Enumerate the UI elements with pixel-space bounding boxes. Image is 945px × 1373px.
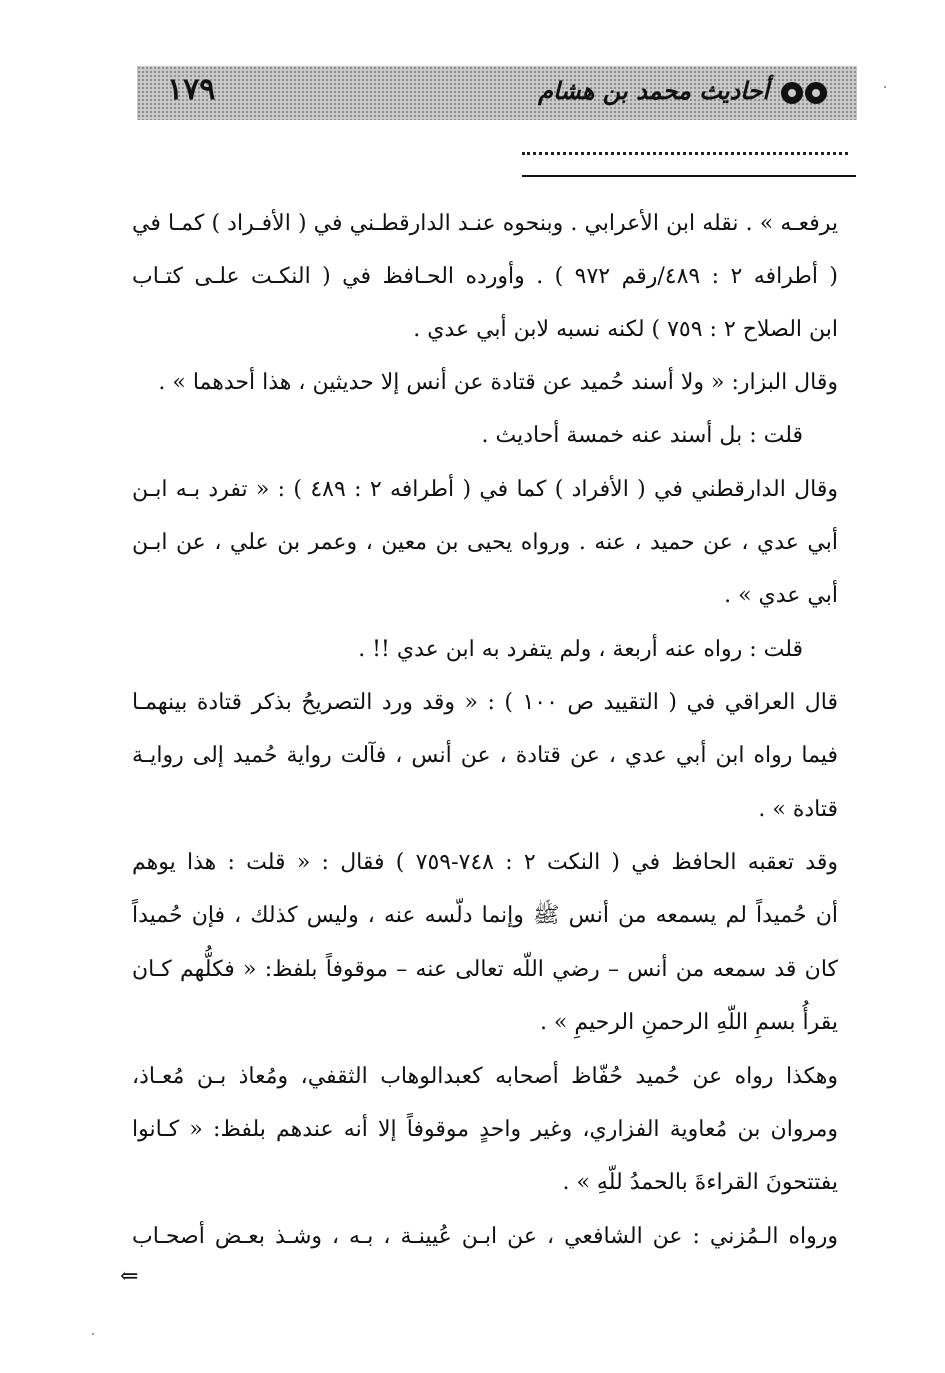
continuation-arrow-icon: ⇐ <box>120 1264 139 1289</box>
running-title: أحاديث محمد بن هشام <box>538 76 769 105</box>
page-number: ١٧٩ <box>167 72 216 107</box>
text-line: يرفعـه » . نقله ابن الأعرابي . وبنحوه عنـد الدارقطـني في ( الأفـراد ) كمـا في <box>132 211 838 236</box>
text-line: قلت : بل أسند عنه خمسة أحاديث . <box>481 423 803 448</box>
text-line: قتادة » . <box>758 797 838 822</box>
text-line: قال العراقي في ( التقييد ص ١٠٠ ) : « وقد ورد التصريحُ بذكر قتادة بينهمـا <box>132 690 839 715</box>
circle-ornament-icon <box>781 82 803 104</box>
text-line: أن حُميداً لم يسمعه من أنس ﷺ وإنما دلّسه عنه ، وليس كذلك ، فإن حُميداً <box>132 903 838 928</box>
text-line: ( أطرافه ٢ : ٤٨٩/رقم ٩٧٢ ) . وأورده الحـافظ في ( النكـت علـى كتـاب <box>132 264 838 289</box>
text-line: فيما رواه ابن أبي عدي ، عن قتادة ، عن أنس ، فآلت رواية حُميد إلى روايـة <box>132 743 838 768</box>
text-line: ابن الصلاح ٢ : ٧٥٩ ) لكنه نسبه لابن أبي عدي . <box>413 317 838 342</box>
text-line: كان قد سمعه من أنس – رضي اللّه تعالى عنه – موقوفاً بلفظ: « فكلُّهم كـان <box>132 957 838 982</box>
text-line: قلت : رواه عنه أربعة ، ولم يتفرد به ابن عدي !! . <box>358 637 803 662</box>
text-line: ورواه الـمُزني : عن الشافعي ، عن ابـن عُيينـة ، بـه ، وشـذ بعـض أصحـاب <box>132 1224 838 1249</box>
text-line: ومروان بن مُعاوية الفزاري، وغير واحدٍ موقوفاً إلا أنه عندهم بلفظ: « كـانوا <box>132 1117 838 1142</box>
scan-speck <box>884 86 886 88</box>
text-line: يقرأُ بسمِ اللّهِ الرحمنِ الرحيمِ » . <box>539 1010 838 1035</box>
text-line: وقد تعقبه الحافظ في ( النكت ٢ : ٧٤٨-٧٥٩ ) فقال : « قلت : هذا يوهم <box>132 850 838 875</box>
page-header <box>137 66 857 120</box>
text-line: وقال الدارقطني في ( الأفراد ) كما في ( أطرافه ٢ : ٤٨٩ ) : « تفرد بـه ابـن <box>132 477 838 502</box>
text-line: أبي عدي » . <box>724 583 838 608</box>
scan-speck <box>92 1333 94 1335</box>
text-line: وهكذا رواه عن حُميد حُفّاظ أصحابه كعبدالوهاب الثقفي، ومُعاذ بـن مُعـاذ، <box>132 1064 838 1089</box>
text-line: وقال البزار: « ولا أسند حُميد عن قتادة عن أنس إلا حديثين ، هذا أحدهما » . <box>158 370 838 395</box>
circle-ornament-icon <box>805 82 827 104</box>
double-circle-ornament-icon <box>779 82 829 104</box>
text-line: أبي عدي ، عن حميد ، عنه . ورواه يحيى بن معين ، وعمر بن علي ، عن ابـن <box>132 530 838 555</box>
text-line: يفتتحونَ القراءةَ بالحمدُ للّهِ » . <box>562 1170 838 1195</box>
dotted-divider <box>522 152 848 155</box>
header-rule <box>522 175 856 177</box>
